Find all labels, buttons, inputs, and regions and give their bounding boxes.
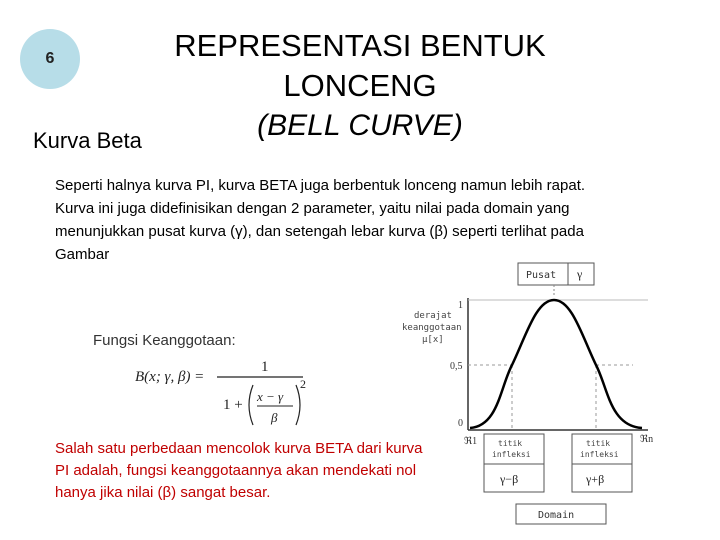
- left-box-text-2: infleksi: [492, 450, 531, 459]
- beta-curve-figure: [388, 258, 668, 528]
- right-expr: γ+β: [586, 472, 605, 486]
- description-paragraph: Seperti halnya kurva PI, kurva BETA juga berbentuk lonceng namun lebih rapat. Kurva ini juga didefinisikan dengan 2 parameter, yaitu nilai pada domain yang menunjukkan pusat kurva (γ), dan setengah lebar kurva (β) seperti terlihat pada Gambar: [55, 177, 586, 263]
- formula-exponent: 2: [300, 377, 306, 391]
- left-expr: γ−β: [500, 472, 519, 486]
- bell-curve: [470, 300, 642, 428]
- slide-title: [95, 26, 625, 146]
- y-tick-05: 0,5: [450, 361, 463, 372]
- formula-frac-den: β: [271, 410, 278, 425]
- y-label-2: keanggotaan: [402, 323, 462, 333]
- domain-label: Domain: [538, 510, 575, 521]
- formula-denominator-lead: 1 +: [223, 397, 243, 413]
- slide-number-badge: [20, 29, 80, 89]
- slide-number: 6: [45, 50, 55, 67]
- comparison-paragraph: Salah satu perbedaan mencolok kurva BETA dari kurva PI adalah, fungsi keanggotaannya akan mendekati nol hanya jika nilai (β) sangat besar.: [55, 440, 423, 501]
- right-box-text-1: titik: [586, 439, 611, 448]
- y-tick-1: 1: [458, 300, 463, 311]
- left-box-text-1: titik: [498, 439, 523, 448]
- formula-frac-num: x − γ: [257, 389, 284, 404]
- formula-open-paren: [249, 385, 253, 425]
- membership-function-formula: [85, 325, 330, 435]
- formula-lhs: B(x; γ, β) =: [135, 369, 205, 385]
- section-heading: Kurva Beta: [33, 128, 142, 153]
- formula-label: Fungsi Keanggotaan:: [93, 332, 236, 349]
- right-box-text-2: infleksi: [580, 450, 619, 459]
- y-label-3: μ[x]: [422, 335, 444, 345]
- y-tick-0: 0: [458, 418, 463, 429]
- y-label-1: derajat: [414, 311, 452, 321]
- pusat-label: Pusat: [526, 270, 557, 281]
- pusat-symbol: γ: [577, 267, 583, 281]
- formula-close-paren: [296, 385, 300, 425]
- title-main: REPRESENTASI BENTUK LONCENG: [174, 28, 546, 103]
- x-right-label: ℜn: [640, 434, 654, 445]
- formula-numerator: 1: [261, 359, 269, 375]
- title-sub: (BELL CURVE): [257, 109, 463, 142]
- x-left-label: ℜ1: [464, 436, 478, 447]
